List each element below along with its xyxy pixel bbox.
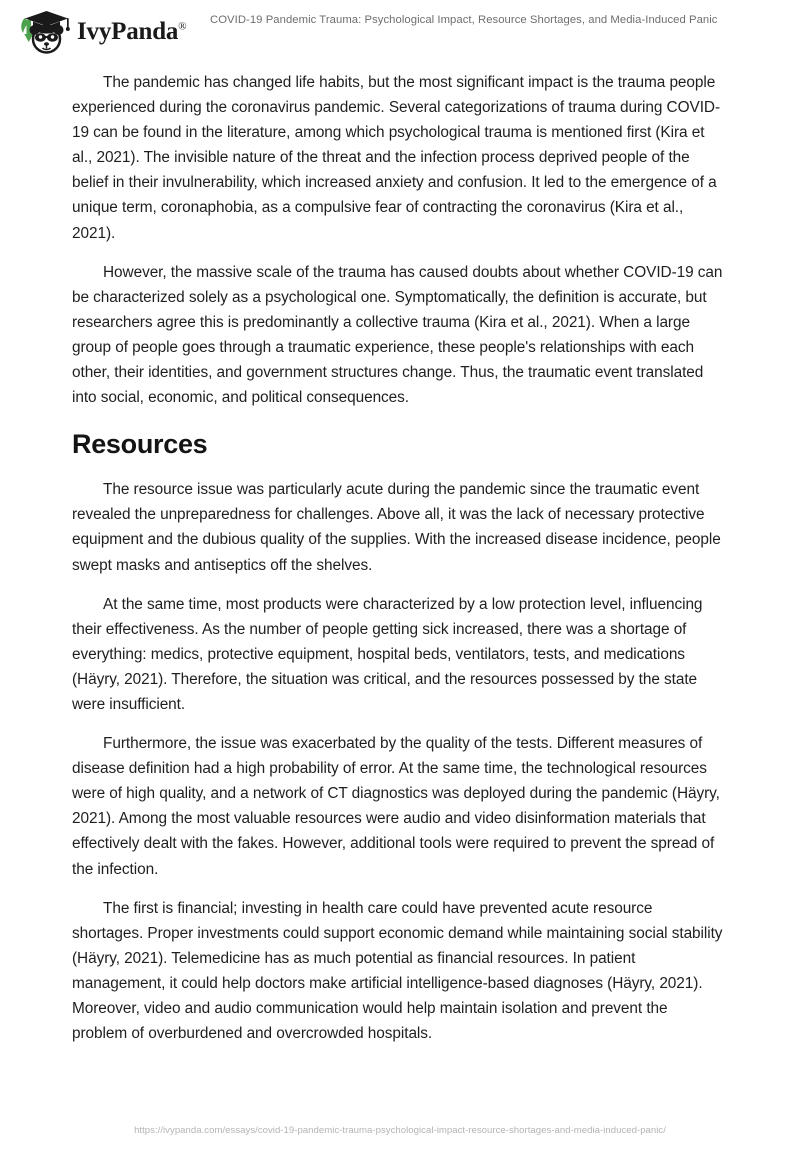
site-logo[interactable] (18, 8, 186, 54)
panda-graduate-logo-icon (18, 8, 70, 54)
document-title: COVID-19 Pandemic Trauma: Psychological Impact, Resource Shortages, and Media-Induced Panic (210, 14, 718, 26)
page-header (0, 0, 800, 62)
body-paragraph: At the same time, most products were characterized by a low protection level, influencing their effectiveness. As the number of people getting sick increased, there was a shortage of everything: medics, protective equipment, hospital beds, ventilators, tests, and medications (Häyry, 2021). Therefore, the situation was critical, and the resources possessed by the state were insufficient. (72, 595, 703, 713)
body-paragraph: Furthermore, the issue was exacerbated by the quality of the tests. Different measures of disease definition had a high probability of error. At the same time, the technological resources were of high quality, and a network of CT diagnostics was deployed during the pandemic (Häyry, 2021). Among the most valuable resources were audio and video disinformation materials that effectively dealt with the fakes. However, additional tools were required to prevent the spread of the infection. (72, 735, 720, 878)
source-url-link[interactable]: https://ivypanda.com/essays/covid-19-pandemic-trauma-psychological-impact-resource-shortages-and-media-induced-panic/ (134, 1125, 666, 1136)
registered-trademark-icon: ® (178, 20, 187, 33)
page-footer (0, 1120, 800, 1138)
body-paragraph: The resource issue was particularly acute during the pandemic since the traumatic event revealed the unpreparedness for challenges. Above all, it was the lack of necessary protective equipment and the dubious quality of the supplies. With the increased disease incidence, people swept masks and antiseptics off the shelves. (72, 481, 721, 574)
body-paragraph: However, the massive scale of the trauma has caused doubts about whether COVID-19 can be characterized solely as a psychological one. Symptomatically, the definition is accurate, but researchers agree this is predominantly a collective trauma (Kira et al., 2021). When a large group of people goes through a traumatic experience, these people's relationships with each other, their identities, and government structures change. Thus, the traumatic event translated into social, economic, and political consequences. (72, 263, 723, 407)
body-paragraph: The first is financial; investing in health care could have prevented acute resource shortages. Proper investments could support economic demand while maintaining social stability (Häyry, 2021). Telemedicine has as much potential as financial resources. In patient management, it could help doctors make artificial intelligence-based diagnoses (Häyry, 2021). Moreover, video and audio communication would help maintain isolation and prevent the problem of overburdened and overcrowded hospitals. (72, 899, 723, 1043)
section-heading: Resources (72, 429, 208, 460)
body-paragraph: The pandemic has changed life habits, but the most significant impact is the trauma people experienced during the coronavirus pandemic. Several categorizations of trauma during COVID-19 can be found in the literature, among which psychological trauma is mentioned first (Kira et al., 2021). The invisible nature of the threat and the infection process deprived people of the belief in their invulnerability, which increased anxiety and confusion. It led to the emergence of a unique term, coronaphobia, as a compulsive fear of contracting the coronavirus (Kira et al., 2021). (72, 74, 721, 242)
site-logo-text (77, 19, 186, 44)
article-body (72, 70, 724, 1060)
site-logo-wordmark: IvyPanda (77, 17, 179, 45)
